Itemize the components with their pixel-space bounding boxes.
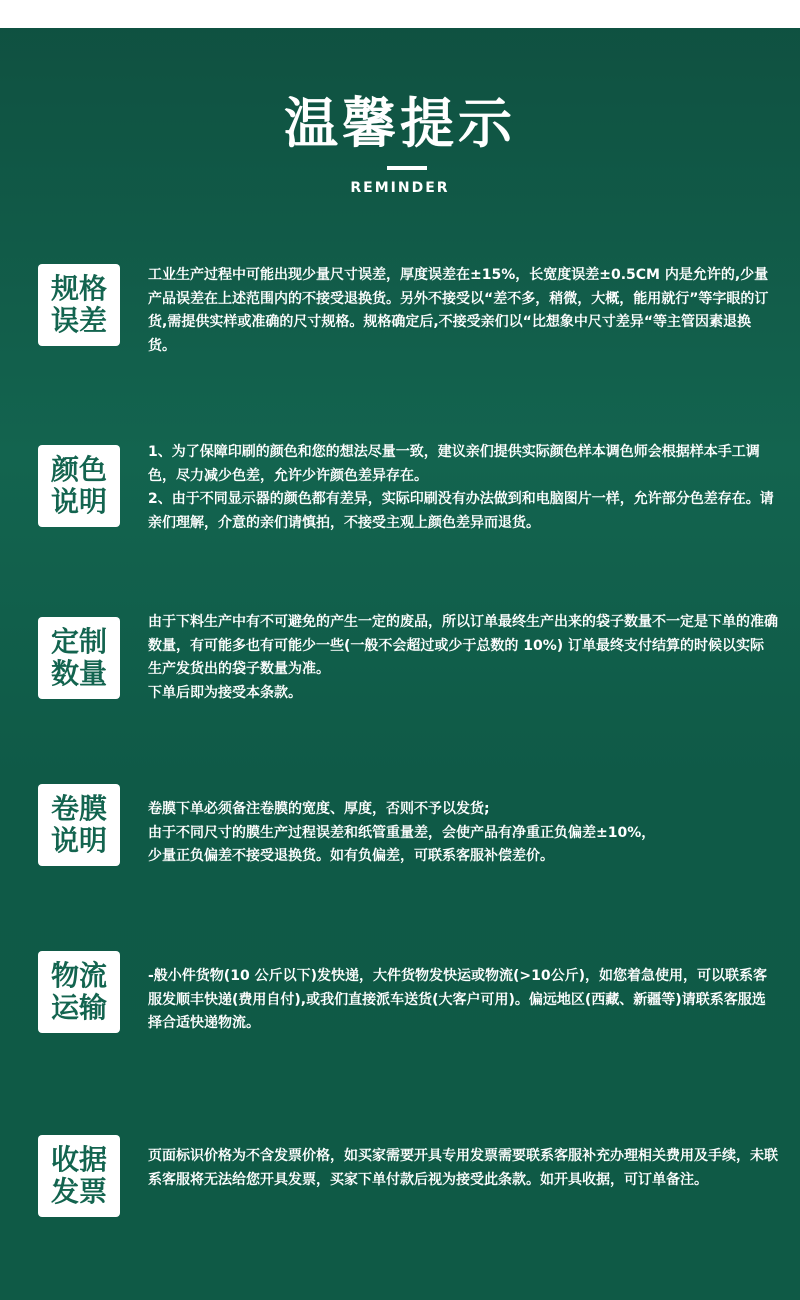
section-paragraph: 少量正负偏差不接受退换货。如有负偏差，可联系客服补偿差价。	[148, 848, 554, 864]
top-band	[0, 0, 800, 28]
badge-line-2: 发票	[50, 1175, 107, 1208]
section-badge	[38, 264, 120, 346]
section-badge	[38, 951, 120, 1033]
section-badge	[38, 784, 120, 866]
section-text	[148, 798, 778, 869]
badge-line-2: 运输	[50, 991, 107, 1024]
badge-line-1: 规格	[50, 272, 107, 305]
badge-line-1: 物流	[50, 959, 107, 992]
section-paragraph: 2、由于不同显示器的颜色都有差异，实际印刷没有办法做到和电脑图片一样，允许部分色差存在。请亲们理解，介意的亲们请慎拍，不接受主观上颜色差异而退货。	[148, 491, 774, 531]
badge-line-1: 定制	[50, 625, 107, 658]
badge-line-2: 数量	[50, 657, 107, 690]
section-paragraph: 由于不同尺寸的膜生产过程误差和纸管重量差，会使产品有净重正负偏差±10%，	[148, 824, 656, 841]
section-paragraph: 卷膜下单必须备注卷膜的宽度、厚度，否则不予以发货;	[148, 801, 490, 817]
section-paragraph: 下单后即为接受本条款。	[148, 684, 302, 701]
section-paragraph: 由于下料生产中有不可避免的产生一定的废品，所以订单最终生产出来的袋子数量不一定是下单的准确数量，有可能多也有可能少一些(一般不会超过或少于总数的 10%) 订单最终支付结算的时候以实际生产发货出的袋子数量为准。	[148, 614, 778, 677]
badge-line-1: 收据	[50, 1143, 107, 1176]
section-text	[148, 264, 778, 358]
section-badge	[38, 617, 120, 699]
section-text	[148, 611, 778, 705]
title-divider	[387, 166, 427, 170]
section-badge	[38, 1135, 120, 1217]
page-title: 温馨提示	[284, 92, 516, 155]
page-subtitle: REMINDER	[350, 180, 450, 196]
badge-line-1: 卷膜	[50, 792, 107, 825]
section-text	[148, 1145, 778, 1192]
section-badge	[38, 445, 120, 527]
badge-line-2: 说明	[50, 485, 107, 518]
section-text	[148, 441, 778, 535]
section-paragraph: 1、为了保障印刷的颜色和您的想法尽量一致，建议亲们提供实际颜色样本调色师会根据样本手工调色，尽力减少色差，允许少许颜色差异存在。	[148, 444, 760, 484]
badge-line-2: 误差	[50, 304, 107, 337]
section-paragraph: 页面标识价格为不含发票价格，如买家需要开具专用发票需要联系客服补充办理相关费用及手续，未联系客服将无法给您开具发票，买家下单付款后视为接受此条款。如开具收据，可订单备注。	[148, 1148, 778, 1188]
section-paragraph: -般小件货物(10 公斤以下)发快递，大件货物发快运或物流(>10公斤)，如您着急使用，可以联系客服发顺丰快递(费用自付),或我们直接派车送货(大客户可用)。偏远地区(西藏、新疆等)请联系客服选择合适快递物流。	[148, 968, 767, 1031]
section-text	[148, 965, 778, 1036]
badge-line-2: 说明	[50, 824, 107, 857]
badge-line-1: 颜色	[50, 453, 107, 486]
section-paragraph: 工业生产过程中可能出现少量尺寸误差，厚度误差在±15%，长宽度误差±0.5CM 内是允许的,少量产品误差在上述范围内的不接受退换货。另外不接受以“差不多，稍微，大概，能用就行”等字眼的订货,需提供实样或准确的尺寸规格。规格确定后,不接受亲们以“比想象中尺寸差异“等主管因素退换货。	[148, 267, 769, 354]
